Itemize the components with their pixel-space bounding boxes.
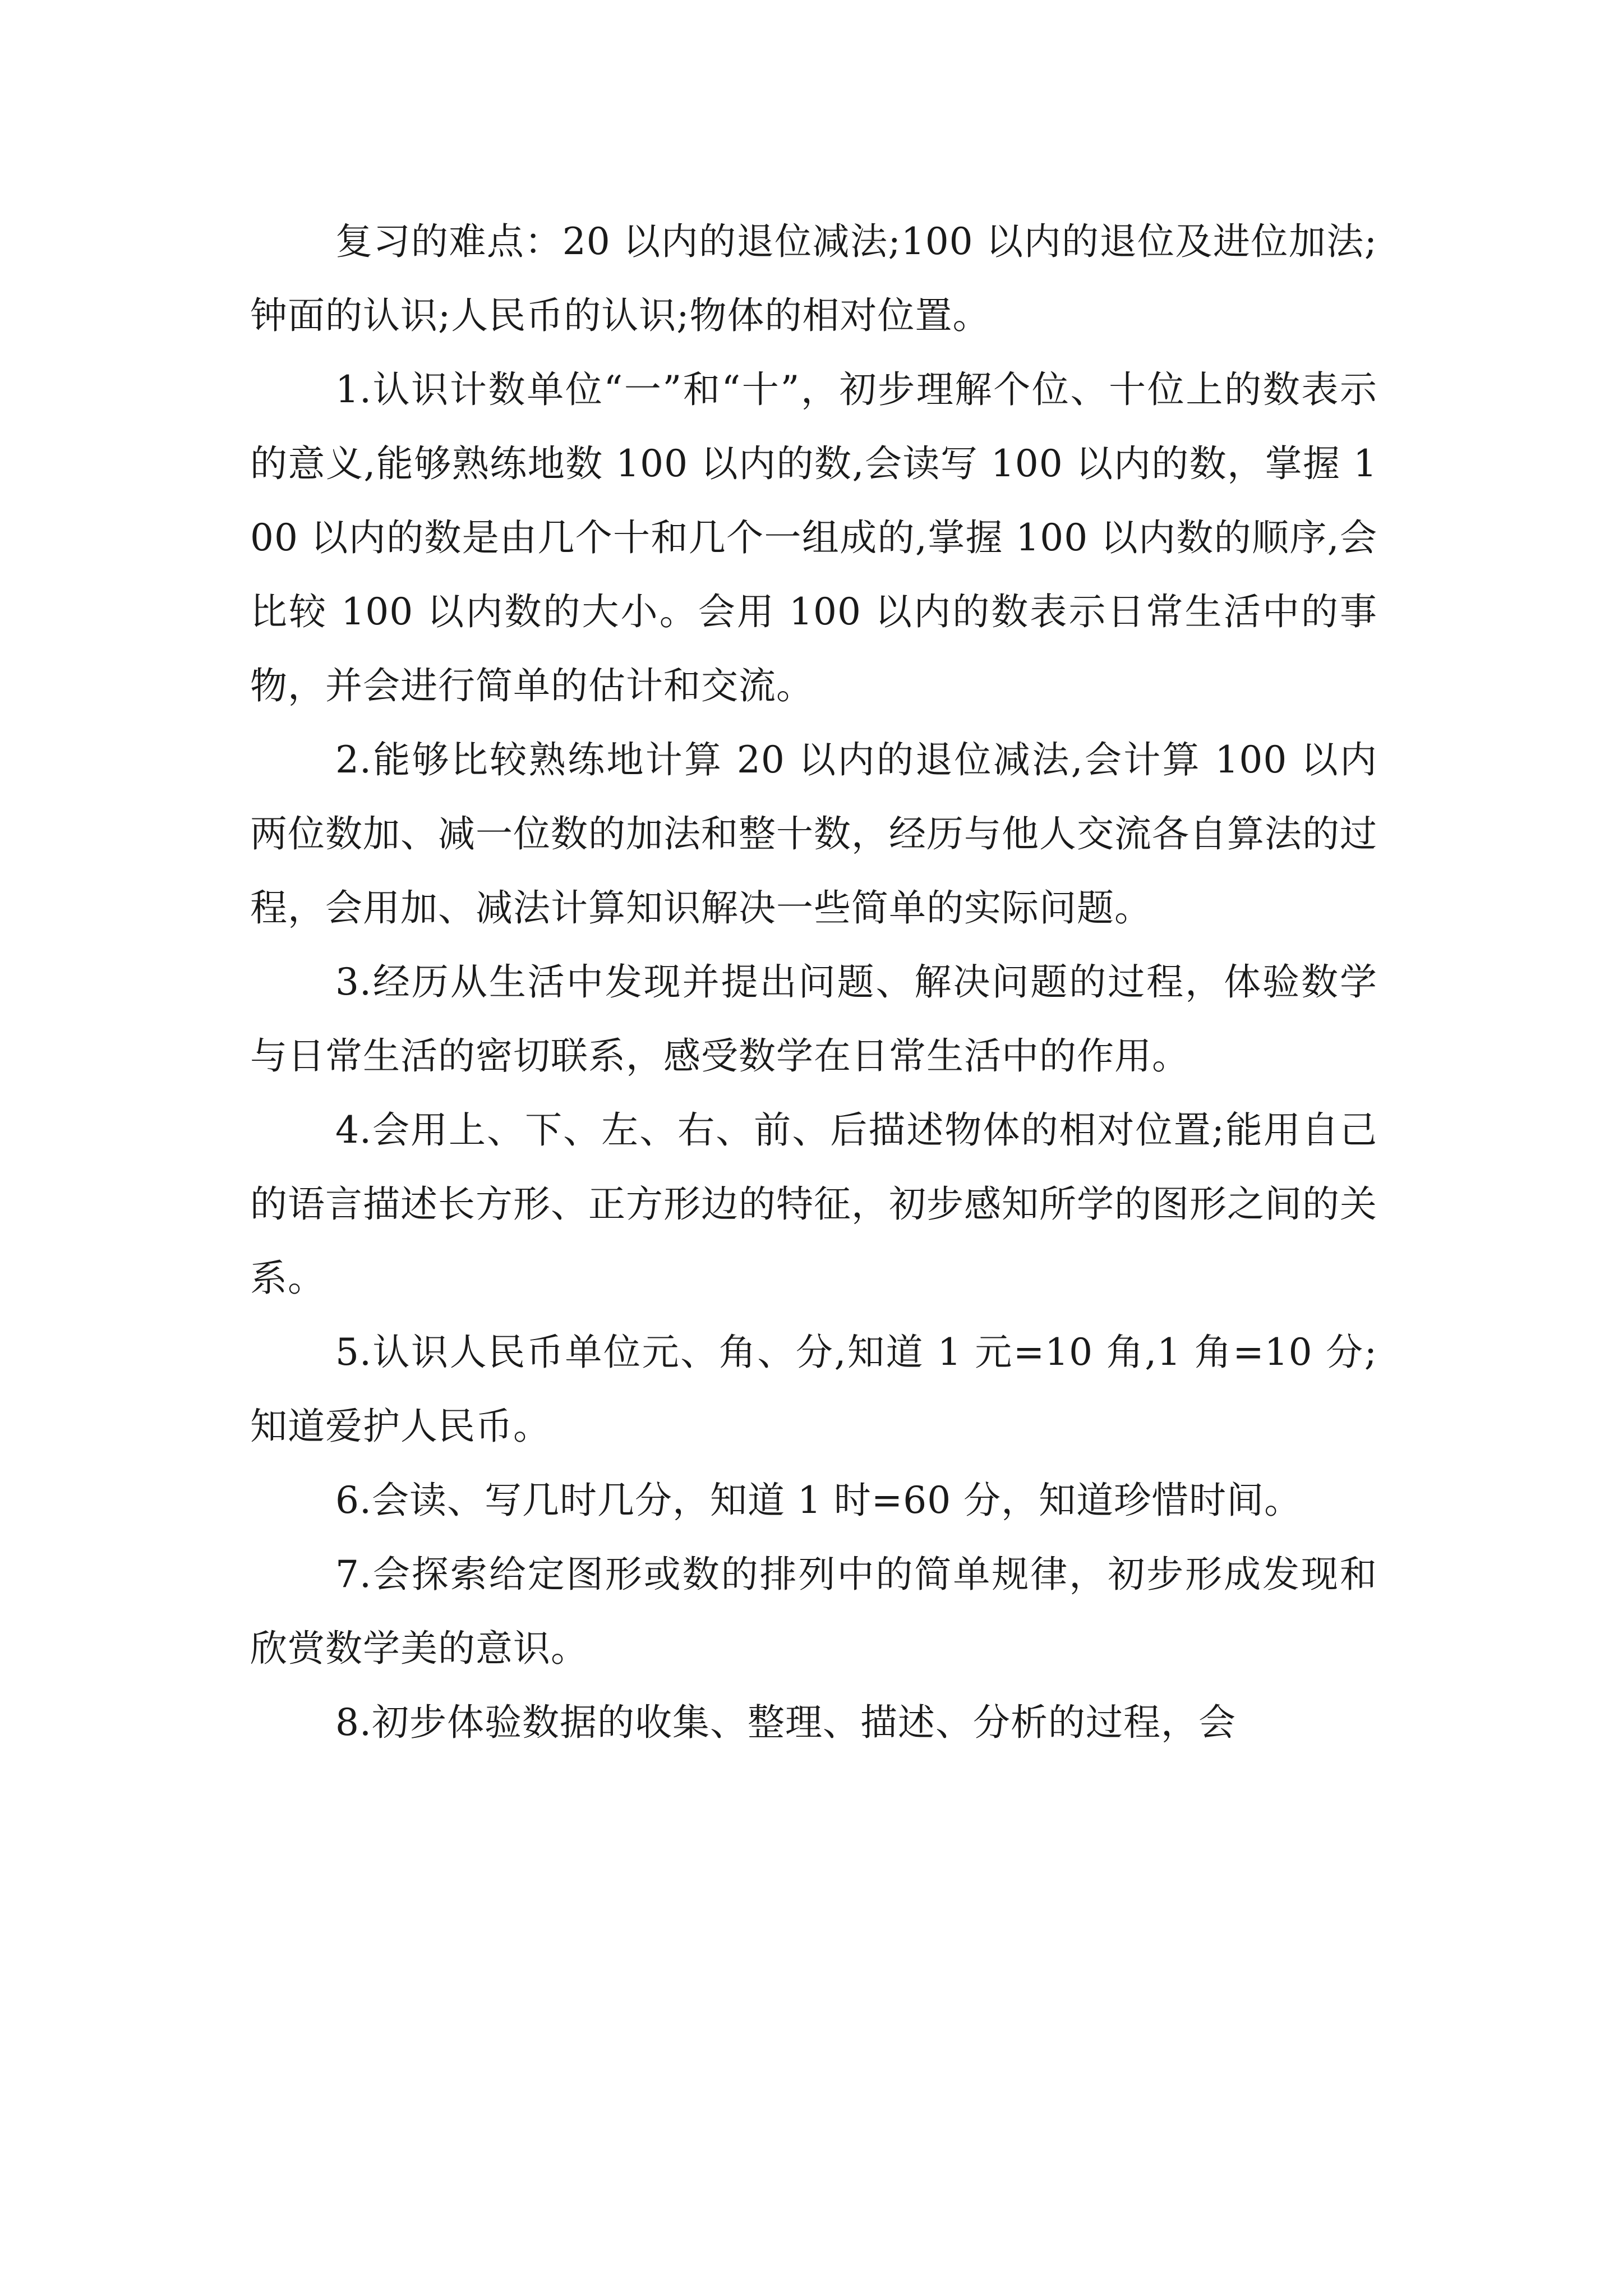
paragraph-item-1: 1.认识计数单位“一”和“十”，初步理解个位、十位上的数表示的意义,能够熟练地数 100 以内的数,会读写 100 以内的数，掌握 100 以内的数是由几个十和几个一组成的,掌握 100 以内数的顺序,会比较 100 以内数的大小。会用 100 以内的数表示日常生活中的事物，并会进行简单的估计和交流。 <box>250 368 1377 707</box>
paragraph-item-8: 8.初步体验数据的收集、整理、描述、分析的过程，会 <box>335 1701 1236 1744</box>
paragraph-item-7: 7.会探索给定图形或数的排列中的简单规律，初步形成发现和欣赏数学美的意识。 <box>250 1553 1377 1670</box>
paragraph-item-3: 3.经历从生活中发现并提出问题、解决问题的过程，体验数学与日常生活的密切联系，感受数学在日常生活中的作用。 <box>250 960 1377 1078</box>
paragraph-item-2: 2.能够比较熟练地计算 20 以内的退位减法,会计算 100 以内两位数加、减一位数的加法和整十数，经历与他人交流各自算法的过程，会用加、减法计算知识解决一些简单的实际问题。 <box>250 738 1377 930</box>
paragraph-item-6: 6.会读、写几时几分，知道 1 时=60 分，知道珍惜时间。 <box>335 1479 1302 1522</box>
document-body <box>250 205 1377 1760</box>
paragraph-item-5: 5.认识人民币单位元、角、分,知道 1 元=10 角,1 角=10 分;知道爱护人民币。 <box>250 1331 1377 1448</box>
paragraph-review-difficulties: 复习的难点：20 以内的退位减法;100 以内的退位及进位加法;钟面的认识;人民币的认识;物体的相对位置。 <box>250 220 1377 337</box>
paragraph-item-4: 4.会用上、下、左、右、前、后描述物体的相对位置;能用自己的语言描述长方形、正方形边的特征，初步感知所学的图形之间的关系。 <box>250 1108 1377 1300</box>
